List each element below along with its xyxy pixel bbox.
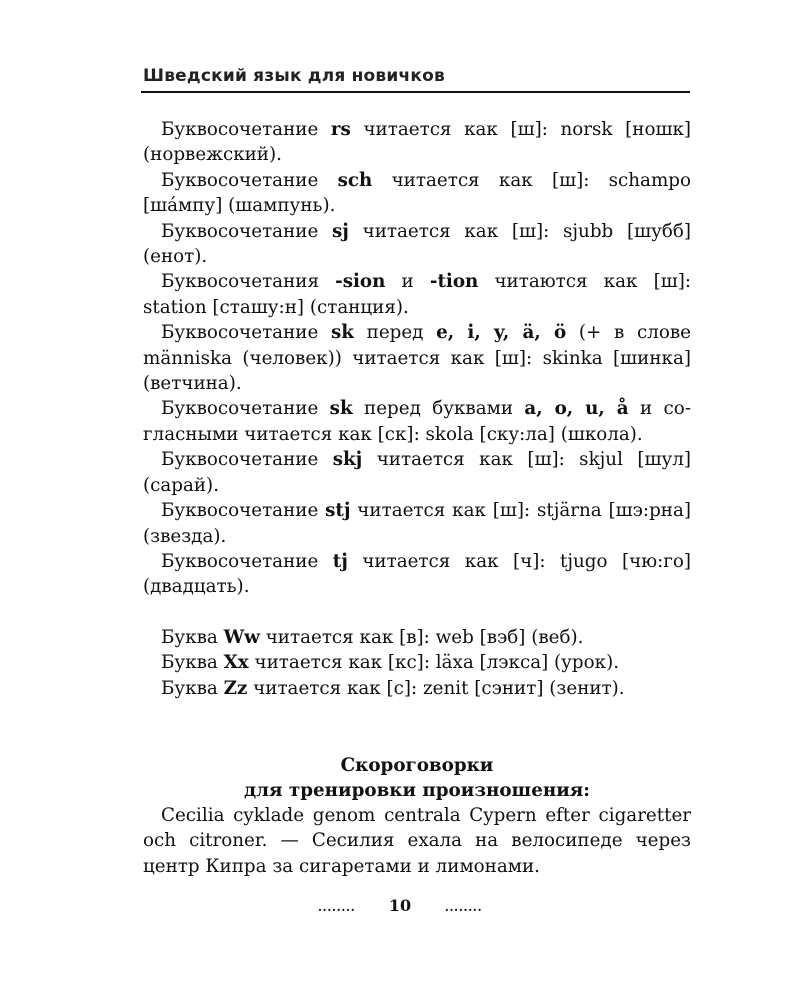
page-footer xyxy=(0,896,800,915)
footer-dots-left: ........ xyxy=(317,899,356,914)
footer-dots-right: ........ xyxy=(444,899,483,914)
paragraph-rs: Буквосочетание rs читается как [ш]: norsk [ношк] (норвежский). xyxy=(143,119,692,166)
running-header: Шведский язык для новичков xyxy=(143,66,445,86)
paragraph-sion-tion: Буквосочетания -sion и -tion читаются как [ш]: station [сташу:н] (станция). xyxy=(143,271,691,318)
letter-xx: Буква Xx читается как [кс]: läxa [лэкса] (урок). xyxy=(161,652,620,674)
section-gap xyxy=(143,701,691,753)
paragraph-skj: Буквосочетание skj читается как [ш]: skjul [шул] (сарай). xyxy=(143,449,691,496)
section-title-line2: для тренировки произношения: xyxy=(243,779,591,801)
page-number: 10 xyxy=(388,896,412,915)
paragraph-sk-soft: Буквосочетание sk перед e, i, y, ä, ö (+ в слове människa (человек)) читается как [ш]: skinka [шинка] (ветчина). xyxy=(143,322,691,395)
paragraph-sj: Буквосочетание sj читается как [ш]: sjubb [шубб] (енот). xyxy=(143,220,691,268)
letter-zz: Буква Zz читается как [с]: zenit [сэнит] (зенит). xyxy=(161,677,625,699)
letter-ww: Буква Ww читается как [в]: web [вэб] (веб). xyxy=(161,626,584,648)
paragraph-tj: Буквосочетание tj читается как [ч]: tjugo [чю:го] (двадцать). xyxy=(143,550,692,598)
paragraph-gap xyxy=(143,600,691,625)
paragraph-stj: Буквосочетание stj читается как [ш]: stjärna [шэ:рна] (звезда). xyxy=(143,500,691,547)
header-rule xyxy=(141,91,690,93)
body-text xyxy=(143,117,691,879)
section-title-line1: Скороговорки xyxy=(340,754,494,776)
tongue-twister-text: Cecilia cyklade genom centrala Cypern efter cigaretter och citroner. — Сесилия ехала на велосипеде через центр Кипра за сигаретами и лимонами. xyxy=(143,804,691,877)
paragraph-sk-hard: Буквосочетание sk перед буквами a, o, u, å и согласными читается как [ск]: skola [ску:ла] (школа). xyxy=(143,398,691,445)
paragraph-sch: Буквосочетание sch читается как [ш]: schampo [ша́мпу] (шампунь). xyxy=(143,169,691,217)
